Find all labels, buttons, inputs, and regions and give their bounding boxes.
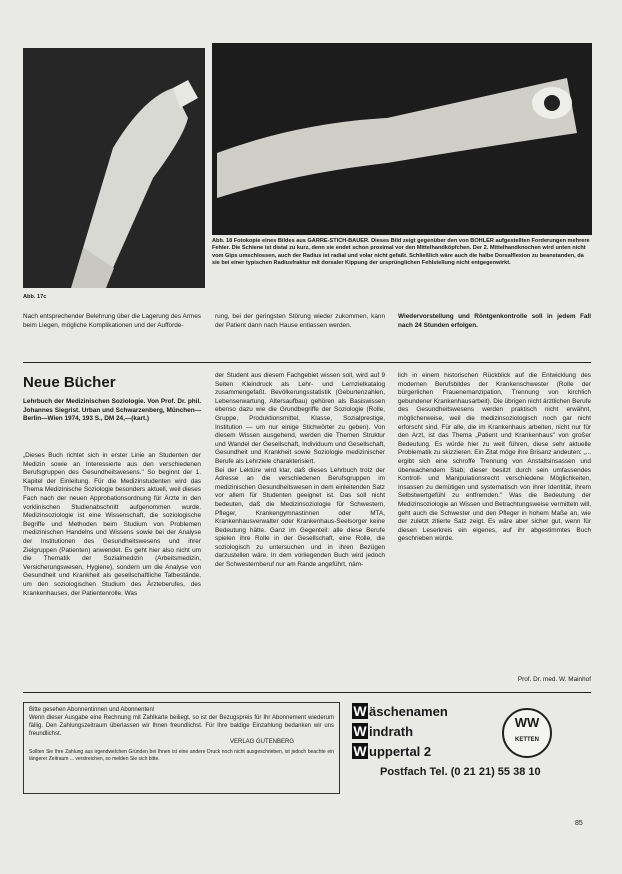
ad-logo-seal — [502, 708, 552, 758]
article-col3-text: lich in einem historischen Rückblick auf die Entwicklung des modernen Berufsbildes der Krankenschwester (Rolle der bürgerlichen Frauenemanzipation, Trennung von kirchlich gebundener Krankenhausarbeit). Die übrigen nicht ärztlichen Berufe des Gesundheitswesens werden praktisch nicht erwähnt, möglicherweise, weil die medizinsoziologisch noch gar nicht erforscht sind. Für alle, die im Krankenhaus arbeiten, nicht nur für den Arzt, ist das Thema „Patient und Krankenhaus" von großer Bedeutung. Es würde hier zu weit führen, diese sehr aktuelle Problematik zu skizzieren. Ein Zitat möge ihre Brisanz andeuten: „... ergibt sich eine schroffe Trennung von Anstaltsinsassen und überwachendem Stab; dieser besitzt durch sein umfassendes Kontroll- und Manipulationsrecht verschiedene Möglichkeiten, Insassen zu demütigen und systematisch von ihrer Identität, ihrem Selbstwertgefühl zu entfremden." Was die Bedeutung der Medizinsoziologie an Wissen und Betrachtungsweise vermitteln will, geht auch die Schwester und den Pfleger in hohem Maße an, wie der zuletzt zitierte Satz zeigt. Es wäre aber sicher gut, wenn für diesen Leserkreis ein eigenes, auf ihr abgestimmtes Buch geschrieben würde. — [398, 372, 591, 543]
ad-logo-text: KETTEN — [515, 737, 539, 743]
ad-initial-1: W — [353, 703, 367, 719]
ad-line-1 — [352, 702, 592, 722]
ad-contact: Postfach Tel. (0 21 21) 55 38 10 — [380, 766, 541, 778]
subscription-notice — [23, 702, 340, 794]
ad-line-3 — [352, 742, 592, 762]
photo-splint — [212, 43, 592, 235]
notice-footnote: Sollten Sie Ihre Zahlung aus irgendwelchen Gründen bei Ihnen ist eine andere Druck noch nicht ausgeschrieben, ist jedoch beachte ein längerer Zeitraum ... verstreichen, so melden Sie sich bitte. — [29, 749, 334, 762]
article-heading: Neue Bücher — [23, 374, 116, 391]
ad-line-3-text: uppertal 2 — [369, 744, 432, 759]
ad-line-2-text: indrath — [369, 724, 414, 739]
article-col1-text: „Dieses Buch richtet sich in erster Linie an Studenten der Medizin sowie an Interessierte aus den verschiedenen Berufsgruppen des Gesundheitswesens." So beginnt der 1. Kapitel der Einleitung. Für die Medizinstudenten wird das Thema Medizinische Soziologie besonders aktuell, weil dieses Fach nach der neuen Approbationsordnung für Ärzte in den vorklinischen Studienabschnitt aufgenommen wurde. Medizinsoziologie ist eine Wissenschaft, die soziologische Begriffe und Methoden beim Studium von Problemen medizinischen Handelns und Wissens sowie bei der Analyse der Institutionen des Gesundheitswesens und ihrer Zielgruppen (Patienten) anwendet. Es geht hier also nicht um die Thematik der Sozialmedizin (Arbeitsmedizin, Versicherungswesen, Hygiene), sondern um die Analyse von Gesundheit und Krankheit als gesellschaftliche Tatbestände, um den soziologischen Studium des Ärzteberufes, des Krankenhauses, der Patientenrolle. Was — [23, 452, 201, 597]
ad-logo-letters: WW — [514, 715, 540, 730]
section-divider — [23, 362, 591, 363]
top-col3-text: Wiedervorstellung und Röntgenkontrolle soll in jedem Fall nach 24 Stunden erfolgen. — [398, 313, 591, 329]
hand-cast-image — [23, 48, 205, 288]
splint-image — [212, 43, 592, 235]
book-reference: Lehrbuch der Medizinischen Soziologie. Von Prof. Dr. phil. Johannes Siegrist. Urban und Schwarzenberg, München—Berlin—Wien 1974, 193 S., DM 24,—(kart.) — [23, 398, 201, 423]
left-photo-caption: Abb. 17c — [23, 294, 47, 300]
page-number: 85 — [575, 820, 583, 827]
ad-line-2 — [352, 722, 592, 742]
bottom-divider — [23, 692, 591, 693]
ad-initial-3: W — [353, 743, 367, 759]
photo-hand-cast — [23, 48, 205, 288]
notice-signoff: VERLAG GUTENBERG — [229, 739, 294, 745]
article-col2-text: der Student aus diesem Fachgebiet wissen soll, wird auf 9 Seiten Kleindruck als Lehr- und Lernzielkatalog zusammengefaßt. Bevölkerungsstatistik (Geburtenzahlen, Lebenserwartung, Altersaufbau) gehören als Basiswissen ebenso dazu wie die Grundbegriffe der Soziologie (Rolle, Gruppe, Produktionsmittel, Klasse, Sozialprestige, Institution — um nur einige Stichwörter zu geben). Von diesem Wissen ausgehend, werden die Themen Struktur und Wandel der Gesellschaft, Individuum und Gesellschaft, Gesundheit und Krankheit sowie Soziologie medizinischer Berufe als Lehrziele charakterisiert. Bei der Lektüre wird klar, daß dieses Lehrbuch trotz der Adresse an die verschiedenen Berufsgruppen im medizinischen Gesundheitswesen in dem einleitenden Satz vor allem für Studenten geeignet ist. Das soll nicht bedeuten, daß die Medizinsoziologie für Schwestern, Pfleger, Krankengymnastinnen oder MTA, Krankenhausverwalter oder Krankenhaus-Seelsorger keine Bedeutung hätte. Ganz im Gegenteil: alle diese Berufe spielen ihre Rolle in der Gesellschaft, eine Rolle, die soziologisch zu untersuchen und in ihren Bezügen darzustellen wäre. In dem vorliegenden Buch wird jedoch der Schwesternberuf nur am Rande angeführt, näm- — [215, 372, 385, 569]
ad-initial-2: W — [353, 723, 367, 739]
advertisement — [352, 702, 592, 802]
notice-body: Wenn dieser Ausgabe eine Rechnung mit Zahlkarte beiliegt, so ist der Bezugspreis für Ihr Abonnement wiederum fällig. Den Zahlungszeitraum überlassen wir Ihnen freundlichst. Für Ihre baldige Einzahlung bedanken wir uns freundlichst. — [29, 715, 334, 737]
top-col2-text: rung, bei der geringsten Störung wieder zukommen, kann der Patient dann nach Hause entlassen werden. — [215, 313, 385, 329]
notice-title: Bitte gesehen Abonnentinnen und Abonnenten! — [29, 707, 155, 713]
top-col1-text: Nach entsprechender Belehrung über die Lagerung des Armes beim Liegen, mögliche Komplikationen und der Aufforde- — [23, 313, 201, 329]
article-signature: Prof. Dr. med. W. Mainhof — [517, 676, 591, 683]
ad-line-1-text: äschenamen — [369, 704, 448, 719]
right-photo-caption: Abb. 18 Fotokopie eines Bildes aus GARRE-STICH-BAUER. Dieses Bild zeigt gegenüber den von BÖHLER aufgestellten Forderungen mehrere Fehler. Die Schiene ist distal zu kurz, denn sie endet schon proximal vor den Mittelhandköpfchen. Der 2. Mittelhandknochen wird unten nicht vom Gips umschlossen, auch der Radius ist radial und volar nicht gefaßt. Schließlich wäre auch die halbe Dorsalflexion zu beanstanden, da sie bei einer typischen Radiusfraktur mit dorsaler Kippung der ursprünglichen Fehlstellung nicht entgegenwirkt. — [212, 238, 590, 267]
